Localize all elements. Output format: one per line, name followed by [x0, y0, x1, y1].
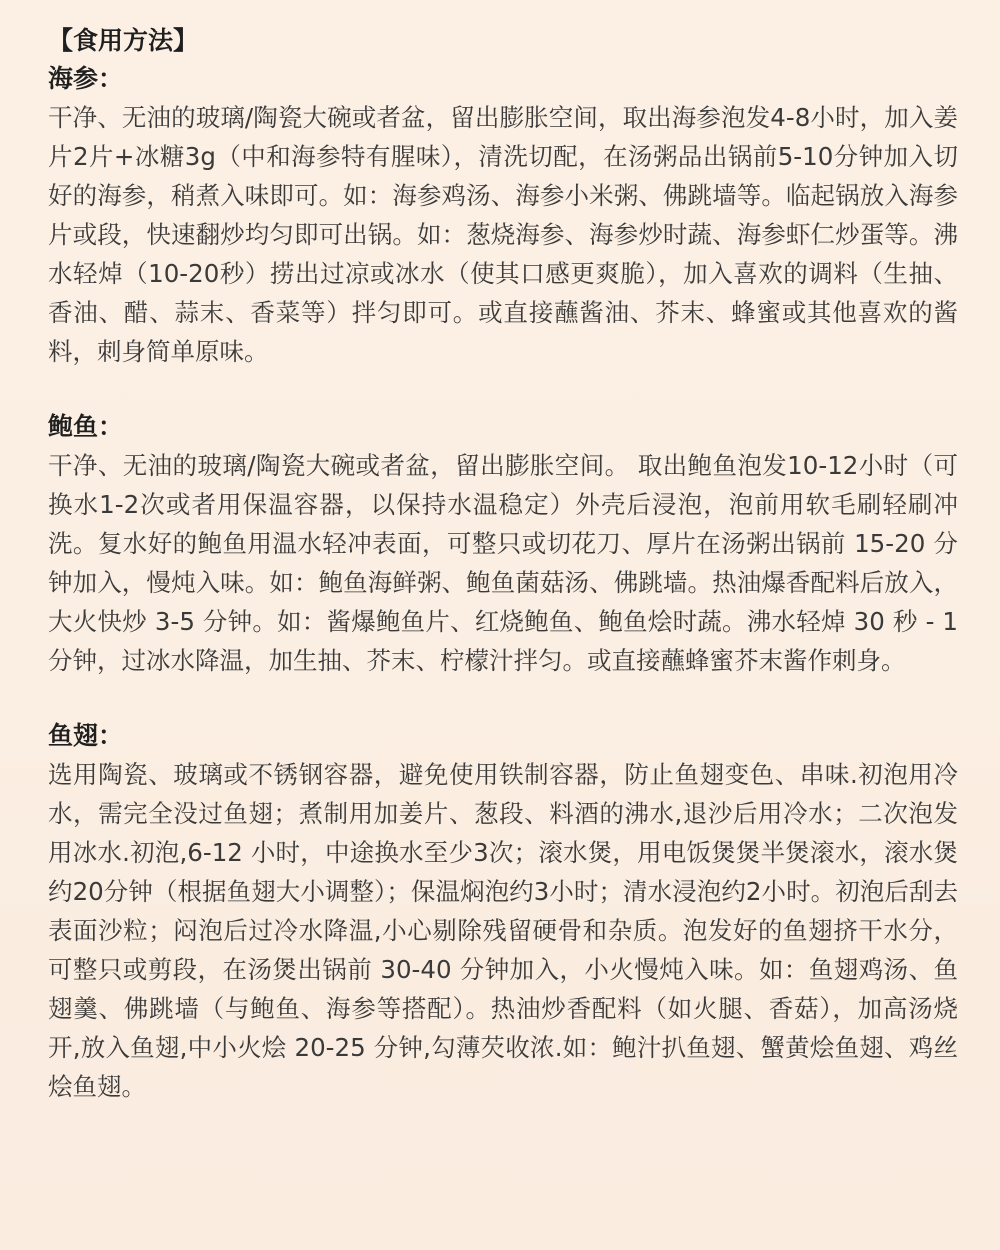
section-sea-cucumber	[48, 60, 958, 371]
document-title: 【食用方法】	[48, 26, 199, 55]
section-body: 选用陶瓷、玻璃或不锈钢容器，避免使用铁制容器，防止鱼翅变色、串味.初泡用冷水，需完全没过鱼翅；煮制用加姜片、葱段、料酒的沸水,退沙后用冷水；二次泡发用冰水.初泡,6-12 小时，中途换水至少3次；滚水煲，用电饭煲煲半煲滚水，滚水煲约20分钟（根据鱼翅大小调整）；保温焖泡约3小时；清水浸泡约2小时。初泡后刮去表面沙粒；闷泡后过冷水降温,小心剔除残留硬骨和杂质。泡发好的鱼翅挤干水分，可整只或剪段，在汤煲出锅前 30-40 分钟加入，小火慢炖入味。如：鱼翅鸡汤、鱼翅羹、佛跳墙（与鲍鱼、海参等搭配）。热油炒香配料（如火腿、香菇），加高汤烧开,放入鱼翅,中小火烩 20-25 分钟,勾薄芡收浓.如：鲍汁扒鱼翅、蟹黄烩鱼翅、鸡丝烩鱼翅。	[48, 760, 958, 1101]
section-heading: 海参：	[48, 64, 124, 93]
section-body: 干净、无油的玻璃/陶瓷大碗或者盆，留出膨胀空间，取出海参泡发4-8小时，加入姜片2片+冰糖3g（中和海参特有腥味），清洗切配，在汤粥品出锅前5-10分钟加入切好的海参，稍煮入味即可。如：海参鸡汤、海参小米粥、佛跳墙等。临起锅放入海参片或段，快速翻炒均匀即可出锅。如：葱烧海参、海参炒时蔬、海参虾仁炒蛋等。沸水轻焯（10-20秒）捞出过凉或冰水（使其口感更爽脆），加入喜欢的调料（生抽、香油、醋、蒜末、香菜等）拌匀即可。或直接蘸酱油、芥末、蜂蜜或其他喜欢的酱料，刺身简单原味。	[48, 103, 958, 366]
section-heading: 鱼翅：	[48, 721, 124, 750]
section-shark-fin	[48, 717, 958, 1106]
section-body: 干净、无油的玻璃/陶瓷大碗或者盆，留出膨胀空间。 取出鲍鱼泡发10-12小时（可换水1-2次或者用保温容器，以保持水温稳定）外壳后浸泡，泡前用软毛刷轻刷冲洗。复水好的鲍鱼用温水轻冲表面，可整只或切花刀、厚片在汤粥出锅前 15-20 分钟加入，慢炖入味。如：鲍鱼海鲜粥、鲍鱼菌菇汤、佛跳墙。热油爆香配料后放入，大火快炒 3-5 分钟。如：酱爆鲍鱼片、红烧鲍鱼、鲍鱼烩时蔬。沸水轻焯 30 秒 - 1 分钟，过冰水降温，加生抽、芥末、柠檬汁拌匀。或直接蘸蜂蜜芥末酱作刺身。	[48, 451, 958, 675]
section-abalone	[48, 408, 958, 680]
section-divider	[48, 371, 958, 408]
section-divider	[48, 680, 958, 717]
section-heading: 鲍鱼：	[48, 412, 124, 441]
